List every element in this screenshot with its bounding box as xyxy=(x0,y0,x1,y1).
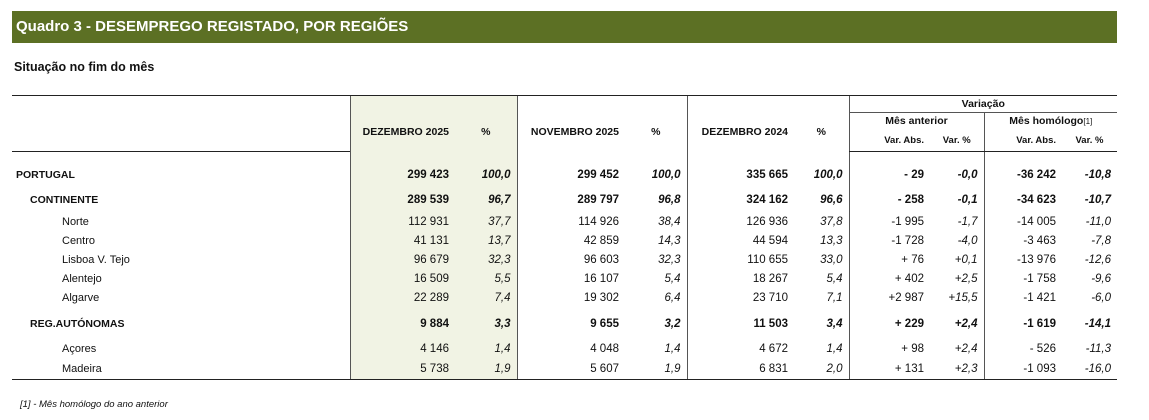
table-row xyxy=(12,213,1117,232)
cell-ma-pct: +2,4 xyxy=(954,317,978,330)
cell-ma-abs: + 76 xyxy=(849,251,930,270)
table-subtitle: Situação no fim do mês xyxy=(14,60,155,74)
cell-pct-2: 14,3 xyxy=(658,235,681,247)
unemployment-table xyxy=(12,95,1117,380)
cell-pct-3: 33,0 xyxy=(820,254,843,266)
cell-pct-2: 32,3 xyxy=(658,254,681,266)
cell-nov-2025: 42 859 xyxy=(517,232,625,251)
cell-mh-abs: -1 758 xyxy=(984,270,1062,289)
cell-nov-2025: 16 107 xyxy=(517,270,625,289)
cell-mh-pct: -16,0 xyxy=(1062,359,1117,380)
cell-dez-2024: 44 594 xyxy=(687,232,794,251)
cell-pct-1: 32,3 xyxy=(455,251,517,270)
cell-dez-2025: 5 738 xyxy=(350,359,455,380)
cell-dez-2024: 6 831 xyxy=(687,359,794,380)
cell-mh-pct: -10,8 xyxy=(1084,169,1112,181)
cell-ma-pct: -0,1 xyxy=(957,194,978,206)
cell-nov-2025: 96 603 xyxy=(517,251,625,270)
footnote-marker: [1] xyxy=(1083,117,1093,127)
cell-nov-2025: 114 926 xyxy=(517,213,625,232)
table-title: Quadro 3 - DESEMPREGO REGISTADO, POR REGIÕES xyxy=(12,11,1117,43)
cell-nov-2025: 19 302 xyxy=(517,289,625,308)
header-row-variacao xyxy=(12,96,1117,113)
cell-mh-pct: -9,6 xyxy=(1091,273,1112,285)
cell-pct-1: 7,4 xyxy=(455,289,517,308)
cell-dez-2024: 126 936 xyxy=(687,213,794,232)
cell-pct-3: 100,0 xyxy=(813,169,843,181)
cell-dez-2025: 41 131 xyxy=(350,232,455,251)
cell-mh-abs: -13 976 xyxy=(984,251,1062,270)
cell-ma-pct: +2,3 xyxy=(930,359,984,380)
row-label: PORTUGAL xyxy=(16,169,75,181)
header-pct-2: % xyxy=(651,126,661,138)
cell-pct-2: 5,4 xyxy=(664,273,681,285)
footnote: [1] - Mês homólogo do ano anterior xyxy=(20,399,168,410)
cell-dez-2024: 4 672 xyxy=(687,340,794,359)
cell-mh-abs: - 526 xyxy=(984,340,1062,359)
cell-pct-2: 3,2 xyxy=(664,317,681,330)
cell-mh-abs: -3 463 xyxy=(984,232,1062,251)
header-mes-anterior: Mês anterior xyxy=(849,113,984,130)
cell-nov-2025: 4 048 xyxy=(517,340,625,359)
cell-dez-2025: 9 884 xyxy=(350,308,455,340)
cell-ma-pct: -4,0 xyxy=(957,235,978,247)
cell-ma-abs: -1 995 xyxy=(849,213,930,232)
cell-pct-1: 100,0 xyxy=(455,163,517,188)
cell-dez-2024: 18 267 xyxy=(687,270,794,289)
cell-mh-pct: -11,3 xyxy=(1085,343,1112,355)
row-label: CONTINENTE xyxy=(30,194,99,206)
cell-pct-2: 100,0 xyxy=(651,169,681,181)
cell-pct-1: 37,7 xyxy=(455,213,517,232)
cell-mh-pct: -11,0 xyxy=(1085,216,1112,228)
cell-pct-3: 1,4 xyxy=(826,343,843,355)
cell-pct-3: 96,6 xyxy=(820,194,843,206)
table-row xyxy=(12,289,1117,308)
cell-dez-2024: 324 162 xyxy=(687,188,794,213)
cell-dez-2025: 96 679 xyxy=(350,251,455,270)
cell-mh-abs: -1 093 xyxy=(984,359,1062,380)
cell-ma-abs: +2 987 xyxy=(849,289,930,308)
cell-pct-3: 13,3 xyxy=(820,235,843,247)
row-label: Lisboa V. Tejo xyxy=(62,254,130,266)
header-variacao: Variação xyxy=(849,96,1117,113)
cell-dez-2024: 11 503 xyxy=(687,308,794,340)
cell-nov-2025: 289 797 xyxy=(517,188,625,213)
cell-mh-pct: -6,0 xyxy=(1091,292,1112,304)
cell-dez-2024: 23 710 xyxy=(687,289,794,308)
header-var-abs-2: Var. Abs. xyxy=(984,130,1062,152)
cell-nov-2025: 9 655 xyxy=(517,308,625,340)
cell-pct-1: 1,9 xyxy=(455,359,517,380)
cell-mh-abs: -34 623 xyxy=(984,188,1062,213)
cell-dez-2025: 299 423 xyxy=(350,163,455,188)
cell-pct-1: 1,4 xyxy=(455,340,517,359)
header-dez-2024: DEZEMBRO 2024 xyxy=(687,113,794,152)
row-label: Madeira xyxy=(12,359,350,380)
cell-pct-1: 5,5 xyxy=(455,270,517,289)
cell-pct-1: 96,7 xyxy=(455,188,517,213)
header-var-pct-1: Var. % xyxy=(930,130,984,152)
cell-pct-2: 1,9 xyxy=(625,359,687,380)
cell-ma-abs: - 29 xyxy=(849,163,930,188)
header-nov-2025: NOVEMBRO 2025 xyxy=(517,113,625,152)
cell-ma-abs: + 98 xyxy=(849,340,930,359)
table-row xyxy=(12,340,1117,359)
cell-nov-2025: 299 452 xyxy=(517,163,625,188)
cell-mh-pct: -14,1 xyxy=(1084,317,1112,330)
cell-pct-1: 3,3 xyxy=(455,308,517,340)
cell-nov-2025: 5 607 xyxy=(517,359,625,380)
cell-ma-abs: + 131 xyxy=(849,359,930,380)
cell-dez-2024: 335 665 xyxy=(687,163,794,188)
row-label: Centro xyxy=(62,235,96,247)
header-mes-homologo: Mês homólogo[1] xyxy=(984,113,1117,130)
header-dez-2025: DEZEMBRO 2025 xyxy=(350,113,455,152)
cell-dez-2025: 22 289 xyxy=(350,289,455,308)
cell-ma-abs: + 402 xyxy=(849,270,930,289)
row-label: Norte xyxy=(62,216,89,228)
cell-pct-3: 5,4 xyxy=(826,273,843,285)
row-label: REG.AUTÓNOMAS xyxy=(30,317,125,330)
table-row xyxy=(12,270,1117,289)
cell-pct-3: 3,4 xyxy=(826,317,843,330)
cell-dez-2024: 110 655 xyxy=(687,251,794,270)
cell-ma-pct: -0,0 xyxy=(957,169,978,181)
header-pct-3: % xyxy=(816,126,826,138)
cell-mh-abs: -1 421 xyxy=(984,289,1062,308)
table-row xyxy=(12,163,1117,188)
table-row xyxy=(12,251,1117,270)
cell-pct-2: 38,4 xyxy=(658,216,681,228)
cell-mh-abs: -14 005 xyxy=(984,213,1062,232)
table-row xyxy=(12,359,1117,380)
cell-mh-pct: -12,6 xyxy=(1084,254,1112,266)
cell-mh-pct: -7,8 xyxy=(1091,235,1112,247)
cell-mh-pct: -10,7 xyxy=(1084,194,1112,206)
row-label: Algarve xyxy=(62,292,100,304)
cell-mh-abs: -36 242 xyxy=(984,163,1062,188)
cell-pct-3: 7,1 xyxy=(826,292,843,304)
cell-dez-2025: 4 146 xyxy=(350,340,455,359)
table-row xyxy=(12,308,1117,340)
table-row xyxy=(12,188,1117,213)
cell-dez-2025: 112 931 xyxy=(350,213,455,232)
cell-pct-1: 13,7 xyxy=(455,232,517,251)
cell-ma-pct: +15,5 xyxy=(948,292,978,304)
cell-ma-pct: +0,1 xyxy=(954,254,978,266)
cell-dez-2025: 289 539 xyxy=(350,188,455,213)
header-var-abs-1: Var. Abs. xyxy=(849,130,930,152)
cell-ma-abs: -1 728 xyxy=(849,232,930,251)
header-row-columns xyxy=(12,113,1117,130)
cell-pct-3: 37,8 xyxy=(820,216,843,228)
cell-ma-pct: +2,4 xyxy=(954,343,978,355)
row-label: Açores xyxy=(62,343,97,355)
cell-mh-abs: -1 619 xyxy=(984,308,1062,340)
cell-pct-2: 1,4 xyxy=(664,343,681,355)
table-row xyxy=(12,232,1117,251)
header-pct-1: % xyxy=(455,113,517,152)
cell-pct-3: 2,0 xyxy=(794,359,849,380)
cell-ma-pct: +2,5 xyxy=(954,273,978,285)
cell-pct-2: 6,4 xyxy=(664,292,681,304)
header-var-pct-2: Var. % xyxy=(1062,130,1117,152)
cell-ma-abs: + 229 xyxy=(849,308,930,340)
cell-pct-2: 96,8 xyxy=(658,194,681,206)
cell-dez-2025: 16 509 xyxy=(350,270,455,289)
row-label: Alentejo xyxy=(62,273,102,285)
cell-ma-abs: - 258 xyxy=(849,188,930,213)
cell-ma-pct: -1,7 xyxy=(957,216,978,228)
